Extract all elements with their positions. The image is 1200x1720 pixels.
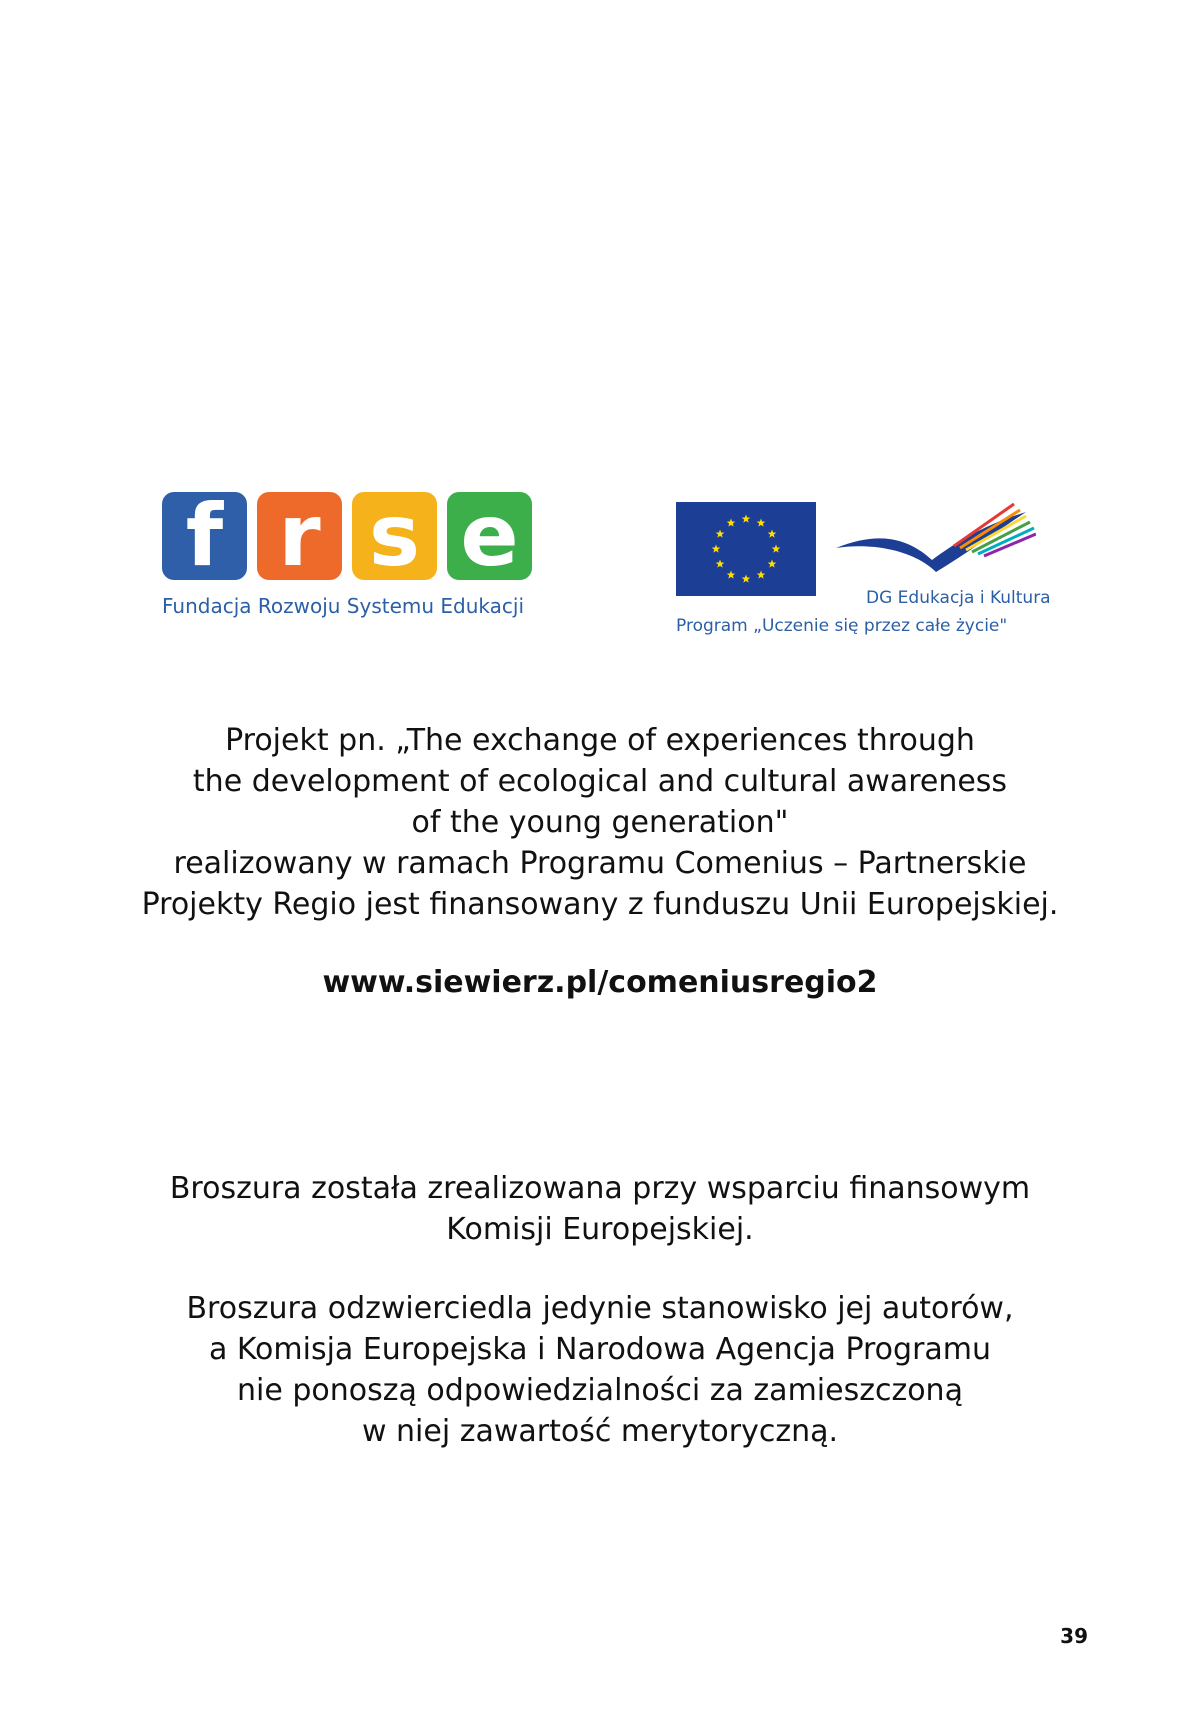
project-description	[60, 720, 1140, 925]
frse-logo	[162, 492, 532, 622]
support-line: Broszura została zrealizowana przy wsparciu finansowym	[169, 1171, 1031, 1206]
disclaimer-line: a Komisja Europejska i Narodowa Agencja Programu	[208, 1332, 992, 1367]
frse-letter-e: e	[447, 492, 532, 580]
frse-letter-s: s	[352, 492, 437, 580]
project-url[interactable]: www.siewierz.pl/comeniusregio2	[322, 965, 878, 1000]
llp-swoosh-icon	[836, 502, 1036, 582]
disclaimer-line: Broszura odzwierciedla jedynie stanowisko jej autorów,	[186, 1291, 1014, 1326]
page-number: 39	[1060, 1624, 1088, 1648]
project-line: realizowany w ramach Programu Comenius – Partnerskie	[173, 846, 1027, 881]
eu-flag-icon	[676, 502, 816, 596]
project-line: Projekt pn. „The exchange of experiences through	[225, 723, 975, 758]
frse-subtitle: Fundacja Rozwoju Systemu Edukacji	[162, 594, 525, 618]
eu-llp-logo	[676, 488, 1056, 638]
dg-label: DG Edukacja i Kultura	[866, 588, 1051, 608]
project-line: Projekty Regio jest finansowany z funduszu Unii Europejskiej.	[141, 887, 1059, 922]
frse-letter-f: f	[162, 492, 247, 580]
disclaimer-line: w niej zawartość merytoryczną.	[361, 1414, 839, 1449]
project-line: the development of ecological and cultural awareness	[192, 764, 1008, 799]
disclaimer-line: nie ponoszą odpowiedzialności za zamieszczoną	[237, 1373, 963, 1408]
frse-letter-r: r	[257, 492, 342, 580]
disclaimer	[60, 1288, 1140, 1452]
logos-row	[0, 470, 1200, 640]
support-statement	[60, 1168, 1140, 1250]
support-line: Komisji Europejskiej.	[446, 1212, 754, 1247]
frse-letters	[162, 492, 532, 580]
program-label: Program „Uczenie się przez całe życie"	[676, 616, 1008, 636]
project-line: of the young generation"	[411, 805, 789, 840]
